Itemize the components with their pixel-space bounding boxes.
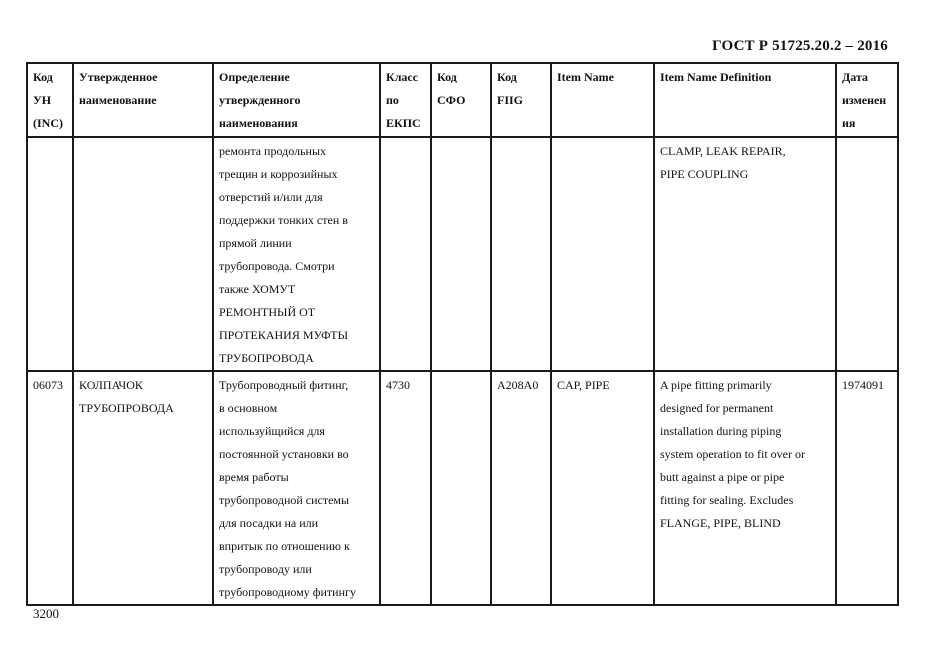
cell-sfo-code [431, 137, 491, 371]
cell-item-name: CAP, PIPE [551, 371, 654, 605]
cell-fiig-code: A208A0 [491, 371, 551, 605]
table-row [27, 371, 898, 605]
cell-item-name-definition: A pipe fitting primarily designed for permanent installation during piping system operation to fit over or butt against a pipe or pipe fitting for sealing. Excludes FLANGE, PIPE, BLIND [654, 371, 836, 605]
table-header-row [27, 63, 898, 137]
standard-code: ГОСТ Р 51725.20.2 – 2016 [712, 38, 888, 54]
cell-approved-name [73, 137, 213, 371]
header-sfo-code: Код СФО [431, 63, 491, 137]
cell-change-date [836, 137, 898, 371]
cell-ekps-class: 4730 [380, 371, 431, 605]
header-fiig-code: Код FIIG [491, 63, 551, 137]
header-item-name: Item Name [551, 63, 654, 137]
cell-fiig-code [491, 137, 551, 371]
cell-item-name [551, 137, 654, 371]
cell-definition: Трубопроводный фитинг, в основном используйщийся для постоянной установки во время работы трубопроводной системы для посадки на или впритык по отношению к трубопроводу или трубопроводиому фитингу [213, 371, 380, 605]
cell-inc: 06073 [27, 371, 73, 605]
cell-change-date: 1974091 [836, 371, 898, 605]
header-inc: Код УН (INC) [27, 63, 73, 137]
cell-definition: ремонта продольных трещин и коррозийных отверстий и/или для поддержки тонких стен в прямой линии трубопровода. Смотри также ХОМУТ РЕМОНТНЫЙ ОТ ПРОТЕКАНИЯ МУФТЫ ТРУБОПРОВОДА [213, 137, 380, 371]
cell-item-name-definition: CLAMP, LEAK REPAIR, PIPE COUPLING [654, 137, 836, 371]
page-number: 3200 [33, 606, 59, 621]
header-definition: Определение утвержденного наименования [213, 63, 380, 137]
cell-sfo-code [431, 371, 491, 605]
cell-approved-name: КОЛПАЧОК ТРУБОПРОВОДА [73, 371, 213, 605]
cell-ekps-class [380, 137, 431, 371]
header-change-date: Дата изменен ия [836, 63, 898, 137]
catalog-table [26, 62, 899, 606]
cell-inc [27, 137, 73, 371]
header-item-name-definition: Item Name Definition [654, 63, 836, 137]
header-approved-name: Утвержденное наименование [73, 63, 213, 137]
header-ekps-class: Класс по ЕКПС [380, 63, 431, 137]
table-row [27, 137, 898, 371]
